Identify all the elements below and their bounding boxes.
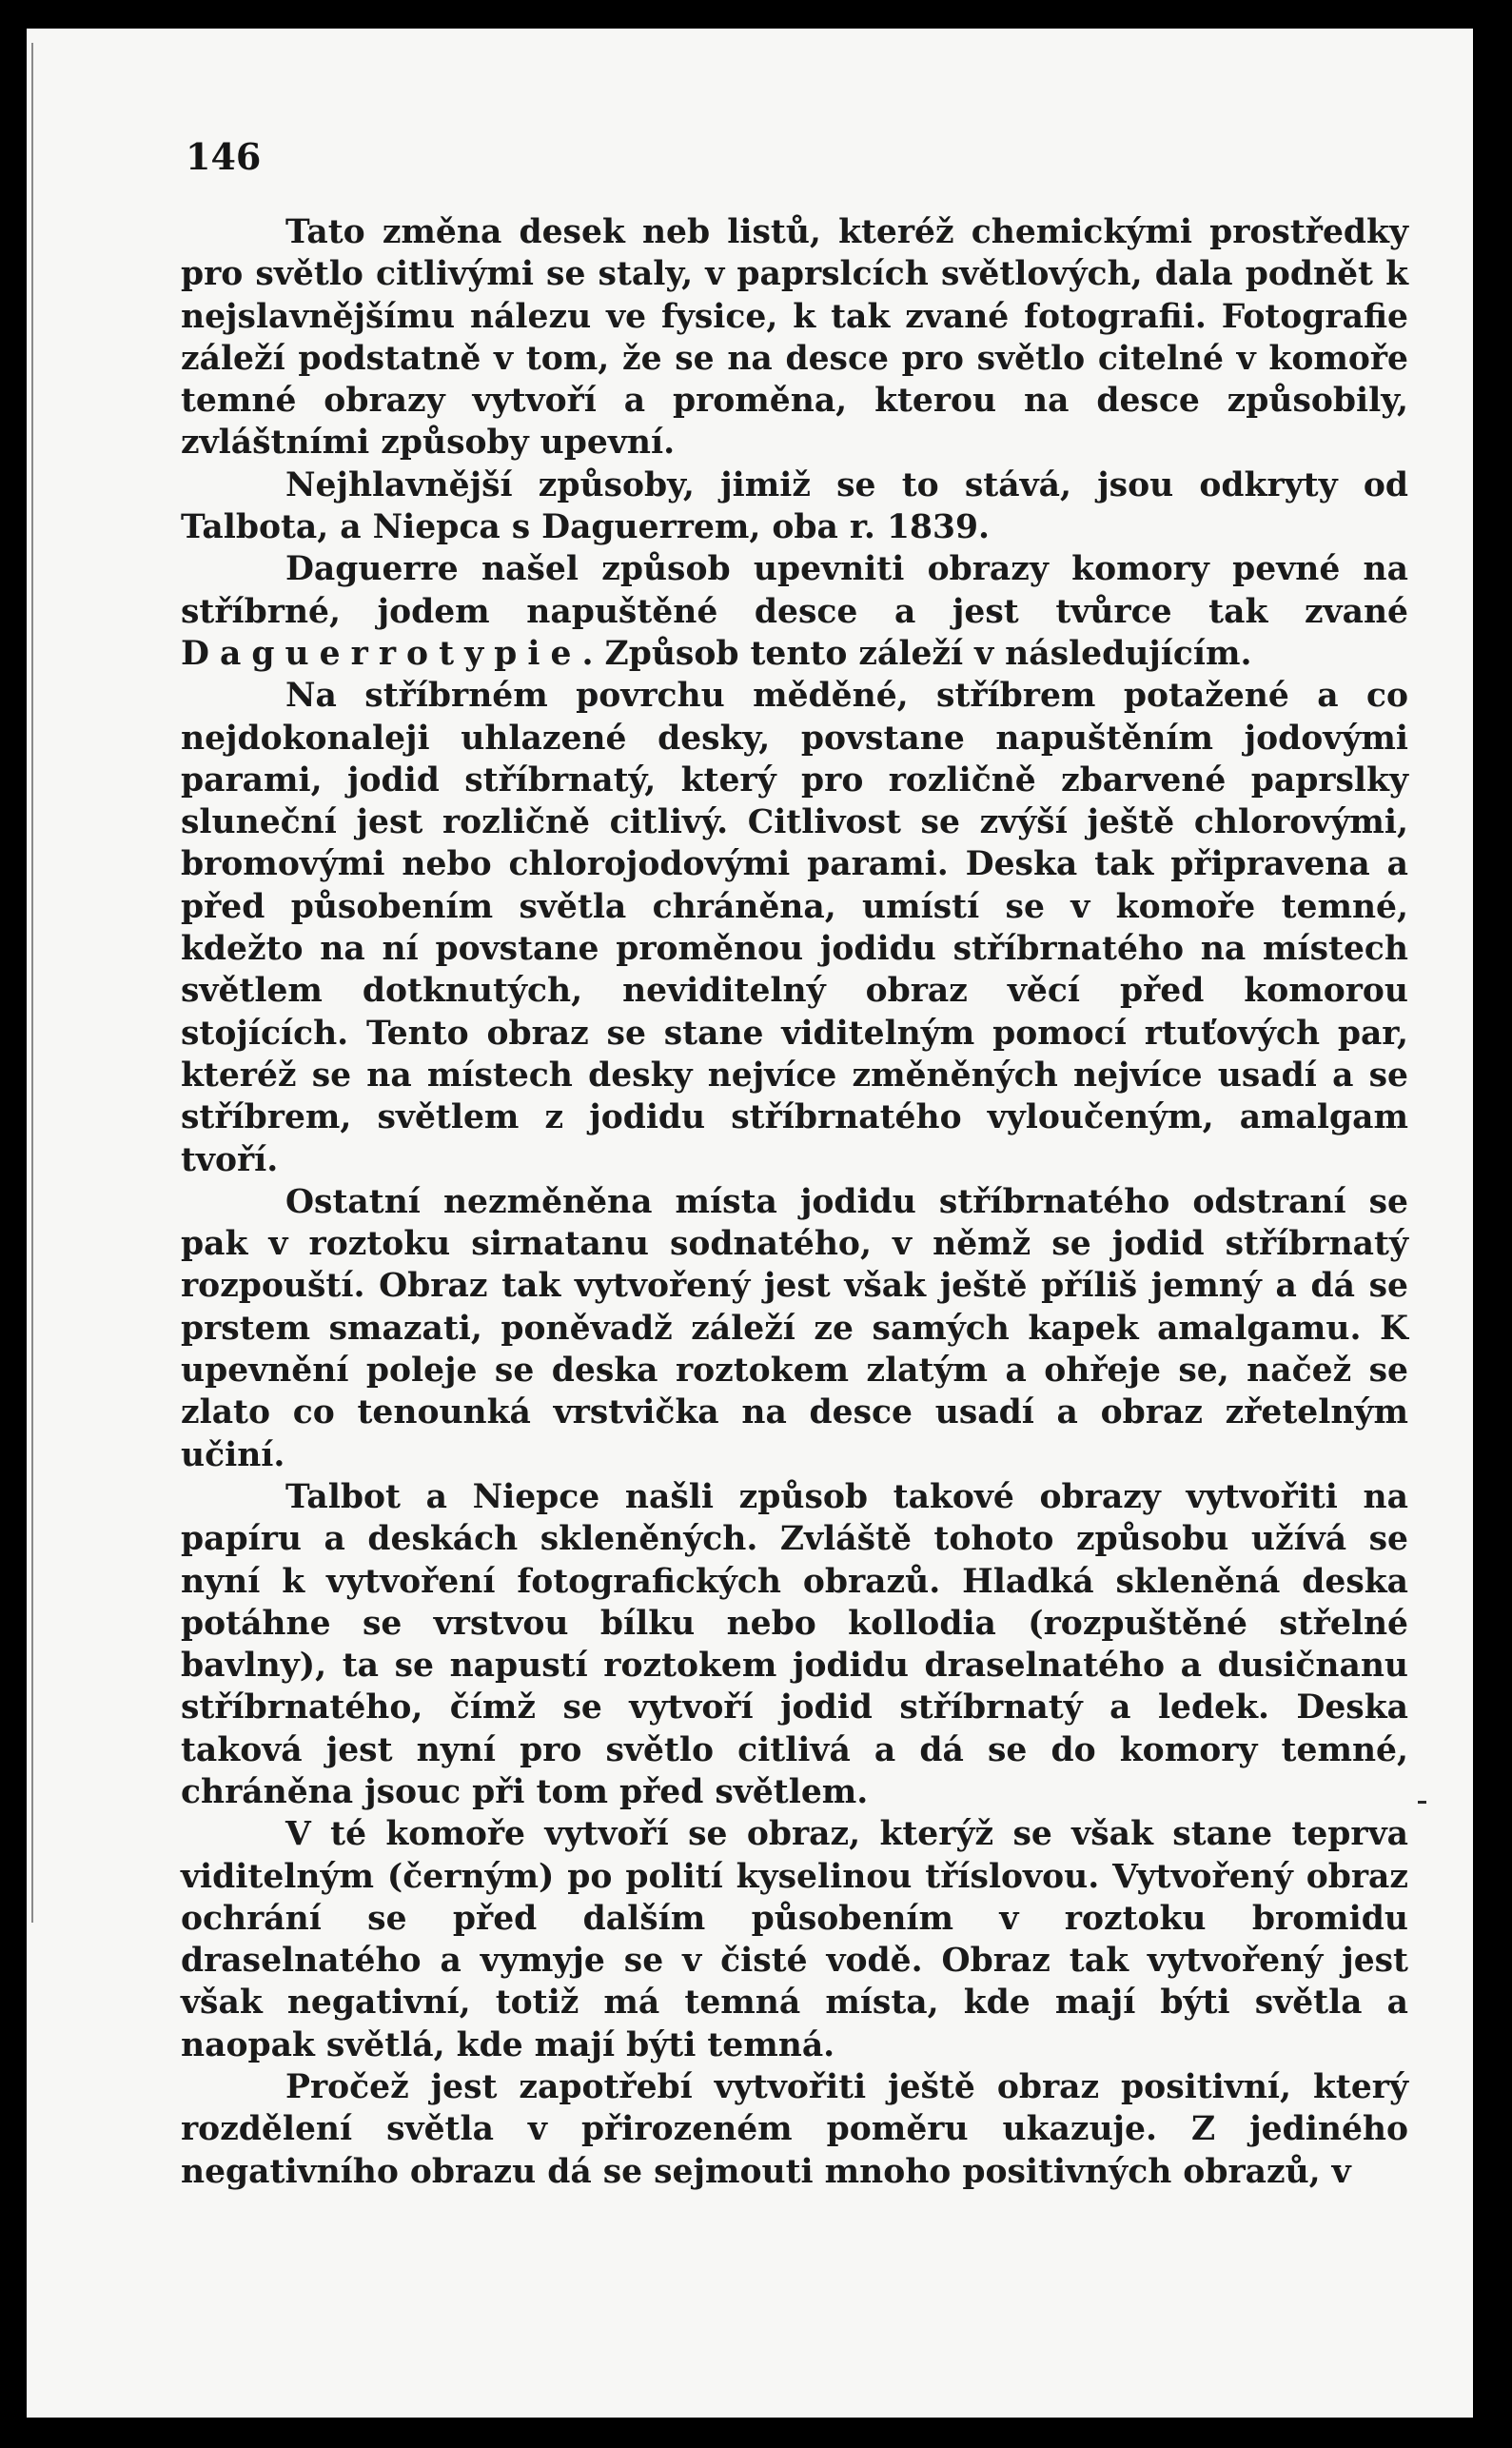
paragraph: Nejhlavnější způsoby, jimiž se to stává, jsou odkryty od Talbota, a Niepca s Daguerrem, oba r. 1839. <box>181 465 1408 547</box>
paragraph-text: . Způsob tento záleží v následujícím. <box>581 634 1252 673</box>
ink-mark <box>1418 1801 1426 1804</box>
paragraph: V té komoře vytvoří se obraz, kterýž se však stane teprva viditelným (černým) po polití kyselinou tříslovou. Vytvořený obraz ochrání se před dalším působením v roztoku bromidu draselnatého a vymyje se v čisté vodě. Obraz tak vytvořený jest však negativní, totiž má temná místa, kde mají býti světla a naopak světlá, kde mají býti temná. <box>181 1815 1408 2064</box>
paragraph <box>181 548 1408 675</box>
paragraph: Talbot a Niepce našli způsob takové obrazy vytvořiti na papíru a deskách skleněných. Zvláště tohoto způsobu užívá se nyní k vytvoření fotografických obrazů. Hladká skleněná deska potáhne se vrstvou bílku nebo kollodia (rozpuštěné střelné bavlny), ta se napustí roztokem jodidu draselnatého a dusičnanu stříbrnatého, čímž se vytvoří jodid stříbrnatý a ledek. Deska taková jest nyní pro světlo citlivá a dá se do komory temné, chráněna jsouc při tom před světlem. <box>181 1477 1408 1811</box>
page-body <box>181 211 1408 2193</box>
paragraph: Pročež jest zapotřebí vytvořiti ještě obraz positivní, který rozdělení světla v přirozeném poměru ukazuje. Z jediného negativního obrazu dá se sejmouti mnoho positivných obrazů, v <box>181 2068 1408 2191</box>
paragraph: Tato změna desek neb listů, kteréž chemickými prostředky pro světlo citlivými se staly, v paprslcích světlových, dala podnět k nejslavnějšímu nálezu ve fysice, k tak zvané fotografii. Fotografie záleží podstatně v tom, že se na desce pro světlo citelné v komoře temné obrazy vytvoří a proměna, kterou na desce způsobily, zvláštními způsoby upevní. <box>181 213 1408 463</box>
paragraph: Na stříbrném povrchu měděné, stříbrem potažené a co nejdokonaleji uhlazené desky, povstane napuštěním jodovými parami, jodid stříbrnatý, který pro rozličně zbarvené paprslky sluneční jest rozličně citlivý. Citlivost se zvýší ještě chlorovými, bromovými nebo chlorojodovými parami. Deska tak připravena a před působením světla chráněna, umístí se v komoře temné, kdežto na ní povstane proměnou jodidu stříbrnatého na místech světlem dotknutých, neviditelný obraz věcí před komorou stojících. Tento obraz se stane viditelným pomocí rtuťových par, kteréž se na místech desky nejvíce změněných nejvíce usadí a se stříbrem, světlem z jodidu stříbrnatého vyloučeným, amalgam tvoří. <box>181 677 1408 1179</box>
paragraph-text: Daguerre našel způsob upevniti obrazy komory pevné na stříbrné, jodem napuštěné desce a jest tvůrce tak zvané <box>181 550 1408 631</box>
page-number: 146 <box>186 135 262 178</box>
spaced-term: Daguerrotypie <box>181 634 582 673</box>
page-edge-shadow <box>31 43 33 1923</box>
paragraph: Ostatní nezměněna místa jodidu stříbrnatého odstraní se pak v roztoku sirnatanu sodnatého, v němž se jodid stříbrnatý rozpouští. Obraz tak vytvořený jest však ještě příliš jemný a dá se prstem smazati, poněvadž záleží ze samých kapek amalgamu. K upevnění poleje se deska roztokem zlatým a ohřeje se, načež se zlato co tenounká vrstvička na desce usadí a obraz zřetelným učiní. <box>181 1182 1408 1474</box>
